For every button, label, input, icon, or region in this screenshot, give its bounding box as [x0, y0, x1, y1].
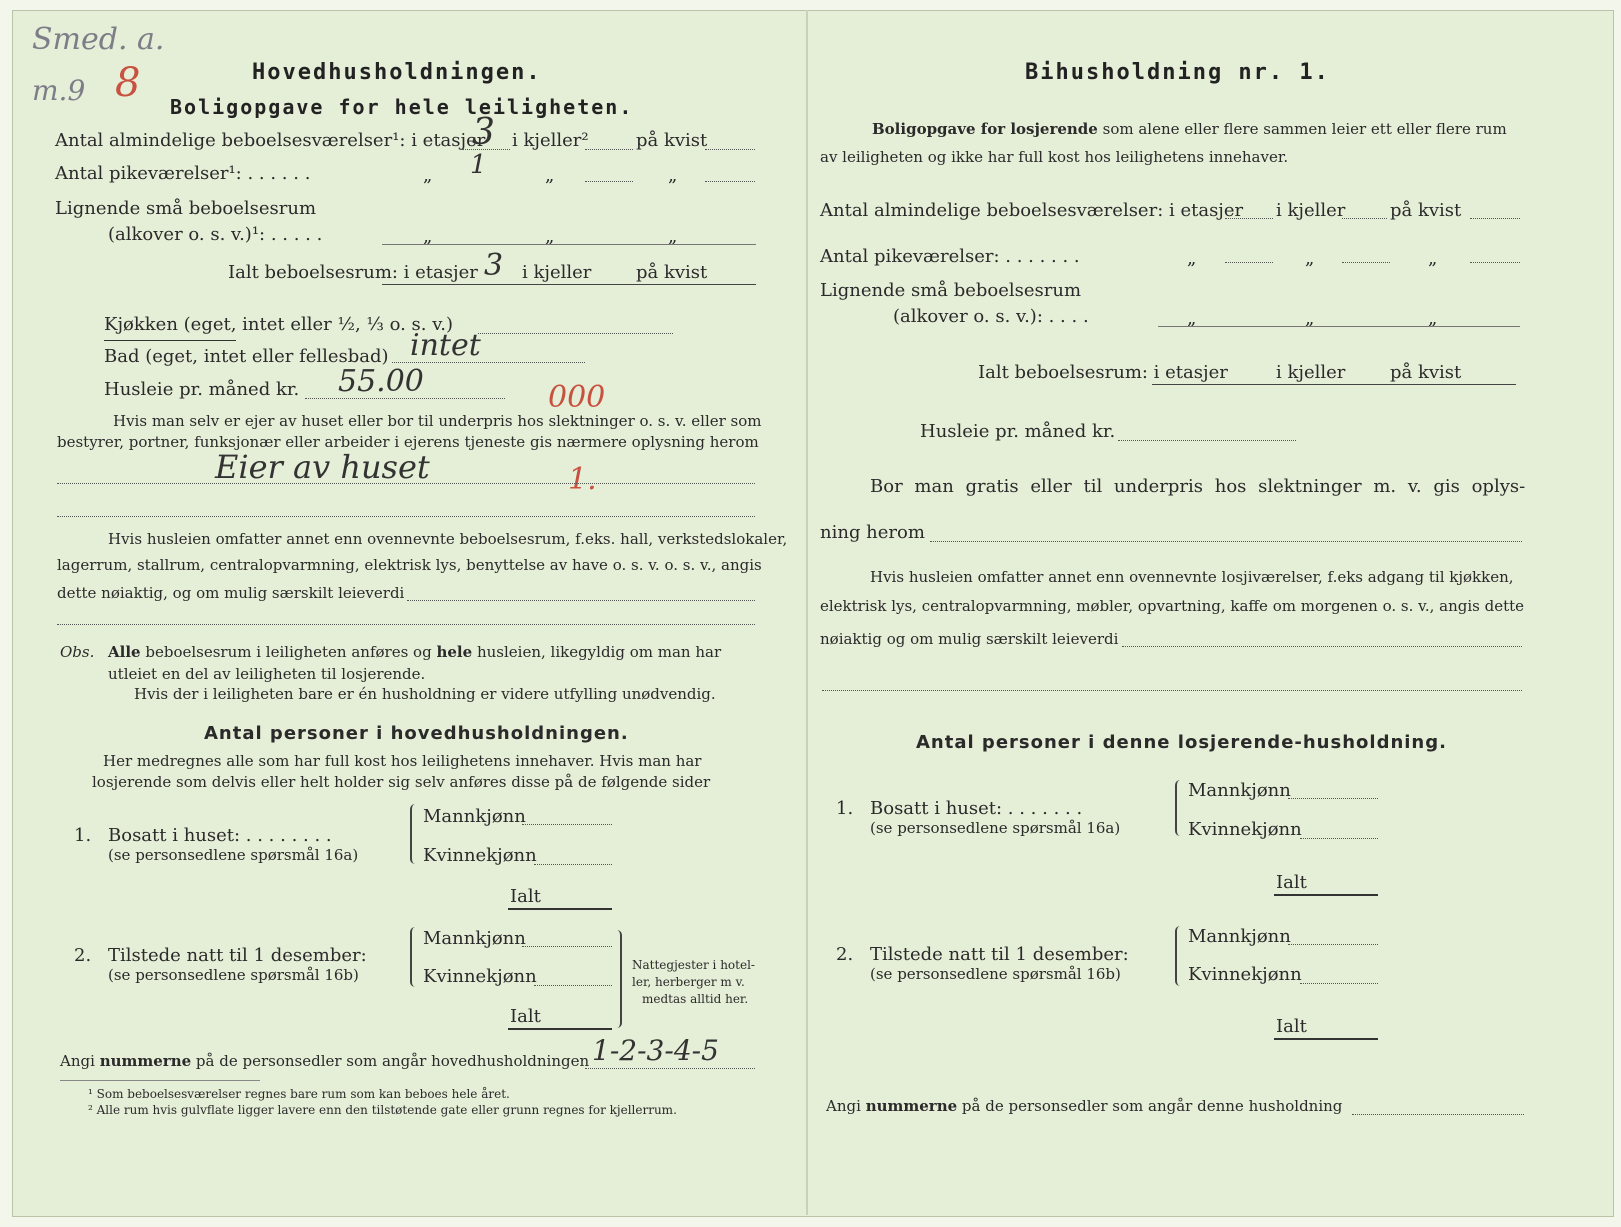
q1-number: 1. — [74, 825, 92, 846]
right-angi-c: på de personsedler som angår denne husholdning — [961, 1097, 1343, 1115]
obs-label: Obs. — [60, 643, 95, 661]
right-omfatter-1: Hvis husleien omfatter annet enn ovennevnte losjiværelser, f.eks adgang til kjøkken, — [870, 568, 1514, 586]
right-q1-number: 1. — [836, 798, 854, 819]
lignende-label: Lignende små beboelsesrum — [55, 198, 317, 219]
right-q1-mann-field[interactable] — [1288, 798, 1378, 799]
right-q2-ialt-field[interactable] — [1274, 1038, 1378, 1040]
husleie-label: Husleie pr. måned kr. — [104, 379, 300, 400]
page-fold — [806, 10, 808, 1215]
pike-mark-3: „ — [668, 165, 678, 186]
lignende-mark-2: „ — [545, 226, 555, 247]
q2-mann-label: Mannkjønn — [423, 928, 526, 949]
ialt-kvist-label: på kvist — [636, 262, 708, 283]
q2-number: 2. — [74, 945, 92, 966]
lignende-underline — [382, 244, 756, 245]
right-q2-brace — [1175, 926, 1185, 986]
omfatter-text-2: lagerrum, stallrum, centralopvarmning, elektrisk lys, benyttelse av have o. s. v. o. s. v., angis — [57, 556, 762, 574]
personer-text-1: Her medregnes alle som har full kost hos leilighetens innehaver. Hvis man har — [103, 752, 702, 770]
husleie-field[interactable] — [305, 398, 505, 399]
obs-text-2: utleiet en del av leiligheten til losjerende. — [108, 665, 426, 683]
nattegjester-brace — [612, 930, 622, 1028]
bor-text-2: ning herom — [820, 522, 925, 543]
eier-red-note: 1. — [568, 462, 597, 497]
q1-ialt-field[interactable] — [508, 908, 612, 910]
omfatter-text-1: Hvis husleien omfatter annet enn ovennevnte beboelsesrum, f.eks. hall, verkstedslokaler, — [108, 530, 788, 548]
right-q1-kvinne-label: Kvinnekjønn — [1188, 819, 1302, 840]
q1-ialt-label: Ialt — [510, 886, 541, 907]
pike-mark-2: „ — [545, 165, 555, 186]
rooms-kvist-field[interactable] — [705, 149, 755, 150]
right-rooms-kjeller-field[interactable] — [1342, 218, 1387, 219]
right-pike-etasjer-field[interactable] — [1225, 262, 1273, 263]
right-q2-sub: (se personsedlene spørsmål 16b) — [870, 965, 1121, 983]
right-q2-ialt-label: Ialt — [1276, 1016, 1307, 1037]
bad-value: intet — [410, 328, 481, 363]
right-q1-label: Bosatt i huset: . . . . . . . — [870, 798, 1083, 819]
eier-text-2: bestyrer, portner, funksjonær eller arbeider i ejerens tjeneste gis nærmere oplysning herom — [57, 433, 759, 451]
footnote-1: ¹ Som beboelsesværelser regnes bare rum som kan beboes hele året. — [88, 1087, 510, 1101]
footnote-separator — [60, 1080, 260, 1081]
pike-etasjer-value: 1 — [470, 150, 487, 180]
right-q1-mann-label: Mannkjønn — [1188, 780, 1291, 801]
q2-mann-field[interactable] — [522, 946, 612, 947]
right-rooms-kvist-label: på kvist — [1390, 200, 1462, 221]
right-nummerne-field[interactable] — [1352, 1114, 1524, 1115]
right-lignende-sub-label: (alkover o. s. v.): . . . . — [893, 306, 1089, 327]
q2-sub: (se personsedlene spørsmål 16b) — [108, 966, 359, 984]
ialt-kjeller-label: i kjeller — [522, 262, 592, 283]
right-q1-sub: (se personsedlene spørsmål 16a) — [870, 819, 1121, 837]
lignende-sub-label: (alkover o. s. v.)¹: . . . . . — [108, 224, 323, 245]
right-lignende-label: Lignende små beboelsesrum — [820, 280, 1082, 301]
right-omfatter-2: elektrisk lys, centralopvarmning, møbler, opvartning, kaffe om morgenen o. s. v., angis dette — [820, 597, 1525, 615]
right-lignende-mark-2: „ — [1305, 308, 1315, 329]
obs-hele: hele — [436, 643, 473, 661]
kjokken-field[interactable] — [478, 333, 673, 334]
q2-ialt-label: Ialt — [510, 1006, 541, 1027]
right-angi-a: Angi — [826, 1097, 861, 1115]
bor-field[interactable] — [930, 541, 1522, 542]
rooms-label: Antal almindelige beboelsesværelser¹: i etasjer — [55, 130, 486, 151]
eier-text-1: Hvis man selv er ejer av huset eller bor til underpris hos slektninger o. s. v. eller som — [113, 412, 762, 430]
right-lignende-underline — [1158, 326, 1520, 327]
husleie-red-note: 000 — [548, 380, 606, 415]
ialt-underline — [382, 284, 756, 285]
q2-brace — [410, 927, 420, 987]
right-q1-ialt-label: Ialt — [1276, 872, 1307, 893]
right-ialt-underline — [1152, 384, 1516, 385]
ialt-etasjer-value: 3 — [484, 248, 504, 283]
footnote-2: ² Alle rum hvis gulvflate ligger lavere enn den tilstøtende gate eller grunn regnes for kjellerrum. — [88, 1103, 677, 1117]
right-omfatter-field-2[interactable] — [822, 690, 1522, 691]
right-q2-number: 2. — [836, 944, 854, 965]
right-q2-label: Tilstede natt til 1 desember: — [870, 944, 1129, 965]
husleie-value: 55.00 — [338, 364, 424, 399]
nummerne-value: 1-2-3-4-5 — [592, 1034, 719, 1067]
intro-text: som alene eller flere sammen leier ett eller flere rum — [1102, 120, 1507, 138]
q1-label: Bosatt i huset: . . . . . . . . — [108, 825, 332, 846]
rooms-kvist-label: på kvist — [636, 130, 708, 151]
angi-nummerne: nummerne — [99, 1052, 192, 1070]
lignende-mark-3: „ — [668, 226, 678, 247]
personer-text-2: losjerende som delvis eller helt holder sig selv anføres disse på de følgende sider — [92, 773, 711, 791]
q2-ialt-field[interactable] — [508, 1028, 612, 1030]
right-pike-mark-1: „ — [1187, 248, 1197, 269]
bad-field[interactable] — [392, 362, 585, 363]
right-q1-ialt-field[interactable] — [1274, 894, 1378, 896]
rooms-kjeller-field[interactable] — [585, 149, 633, 150]
right-q2-kvinne-field[interactable] — [1300, 983, 1378, 984]
right-rooms-label: Antal almindelige beboelsesværelser: i etasjer — [820, 200, 1244, 221]
red-note-number: 8 — [115, 60, 141, 106]
eier-field-1[interactable] — [57, 483, 755, 484]
personer-title: Antal personer i hovedhusholdningen. — [204, 723, 629, 744]
right-ialt-label: Ialt beboelsesrum: i etasjer — [978, 362, 1228, 383]
right-rooms-etasjer-field[interactable] — [1225, 218, 1273, 219]
pike-kjeller-field — [585, 181, 633, 182]
bor-text-1: Bor man gratis eller til underpris hos slektninger m. v. gis oplys- — [870, 476, 1526, 497]
obs-text-1b: beboelsesrum i leiligheten anføres og — [145, 643, 432, 661]
q2-kvinne-label: Kvinnekjønn — [423, 966, 537, 987]
left-subtitle: Boligopgave for hele leiligheten. — [170, 95, 634, 119]
right-ialt-kjeller-label: i kjeller — [1276, 362, 1346, 383]
right-q2-kvinne-label: Kvinnekjønn — [1188, 964, 1302, 985]
left-title: Hovedhusholdningen. — [252, 60, 542, 85]
q1-mann-label: Mannkjønn — [423, 806, 526, 827]
q1-kvinne-label: Kvinnekjønn — [423, 845, 537, 866]
right-q2-mann-field[interactable] — [1288, 944, 1378, 945]
omfatter-field-2[interactable] — [57, 624, 755, 625]
q1-sub: (se personsedlene spørsmål 16a) — [108, 846, 359, 864]
ialt-label: Ialt beboelsesrum: i etasjer — [228, 262, 478, 283]
q1-kvinne-field[interactable] — [534, 864, 612, 865]
pencil-note-trade: Smed. a. — [32, 22, 165, 57]
right-pike-kvist-field[interactable] — [1470, 262, 1520, 263]
intro-text-2: av leiligheten og ikke har full kost hos leilighetens innehaver. — [820, 148, 1289, 166]
lignende-mark-1: „ — [423, 226, 433, 247]
obs-alle: Alle — [108, 643, 141, 661]
q1-brace — [410, 804, 420, 864]
right-lignende-mark-3: „ — [1428, 308, 1438, 329]
right-pike-kjeller-field[interactable] — [1342, 262, 1390, 263]
pike-label: Antal pikeværelser¹: . . . . . . — [55, 163, 311, 184]
right-ialt-kvist-label: på kvist — [1390, 362, 1462, 383]
pike-mark-1: „ — [423, 165, 433, 186]
angi-text-a: Angi — [60, 1052, 95, 1070]
obs-text-1d: husleien, likegyldig om man har — [476, 643, 722, 661]
right-angi-nummerne: nummerne — [865, 1097, 958, 1115]
kjokken-label: Kjøkken (eget, intet eller ½, ⅓ o. s. v.) — [104, 314, 453, 335]
right-husleie-field[interactable] — [1118, 440, 1296, 441]
q1-mann-field[interactable] — [522, 824, 612, 825]
right-pike-label: Antal pikeværelser: . . . . . . . — [820, 246, 1080, 267]
angi-text-c: på de personsedler som angår hovedhusholdningen — [195, 1052, 590, 1070]
omfatter-field-1[interactable] — [407, 600, 755, 601]
right-title: Bihusholdning nr. 1. — [1025, 60, 1330, 85]
rooms-kjeller-label: i kjeller² — [512, 130, 589, 151]
nattegjester-note-1: Nattegjester i hotel- — [632, 958, 755, 972]
eier-value: Eier av huset — [215, 448, 430, 486]
right-q1-brace — [1175, 780, 1185, 836]
obs-text-3: Hvis der i leiligheten bare er én husholdning er videre utfylling unødvendig. — [134, 685, 716, 703]
right-husleie-label: Husleie pr. måned kr. — [920, 421, 1116, 442]
right-omfatter-field-1[interactable] — [1122, 646, 1522, 647]
right-rooms-kvist-field[interactable] — [1470, 218, 1520, 219]
pike-kvist-field — [705, 181, 755, 182]
q2-label: Tilstede natt til 1 desember: — [108, 945, 367, 966]
rooms-etasjer-value: 3 — [472, 112, 495, 153]
right-rooms-kjeller-label: i kjeller — [1276, 200, 1346, 221]
nummerne-field[interactable] — [585, 1068, 755, 1069]
right-lignende-mark-1: „ — [1187, 308, 1197, 329]
kjokken-underline — [104, 340, 236, 341]
omfatter-text-3: dette nøiaktig, og om mulig særskilt leieverdi — [57, 584, 405, 602]
eier-field-2[interactable] — [57, 516, 755, 517]
right-q1-kvinne-field[interactable] — [1300, 838, 1378, 839]
pencil-note-number: m.9 — [32, 74, 86, 107]
right-omfatter-3: nøiaktig og om mulig særskilt leieverdi — [820, 630, 1119, 648]
right-pike-mark-2: „ — [1305, 248, 1315, 269]
nattegjester-note-3: medtas alltid her. — [642, 992, 749, 1006]
nattegjester-note-2: ler, herberger m v. — [632, 975, 745, 989]
intro-bold: Boligopgave for losjerende — [872, 120, 1098, 138]
bad-label: Bad (eget, intet eller fellesbad) — [104, 346, 389, 367]
q2-kvinne-field[interactable] — [534, 985, 612, 986]
right-pike-mark-3: „ — [1428, 248, 1438, 269]
right-personer-title: Antal personer i denne losjerende-husholdning. — [916, 732, 1447, 753]
right-q2-mann-label: Mannkjønn — [1188, 926, 1291, 947]
